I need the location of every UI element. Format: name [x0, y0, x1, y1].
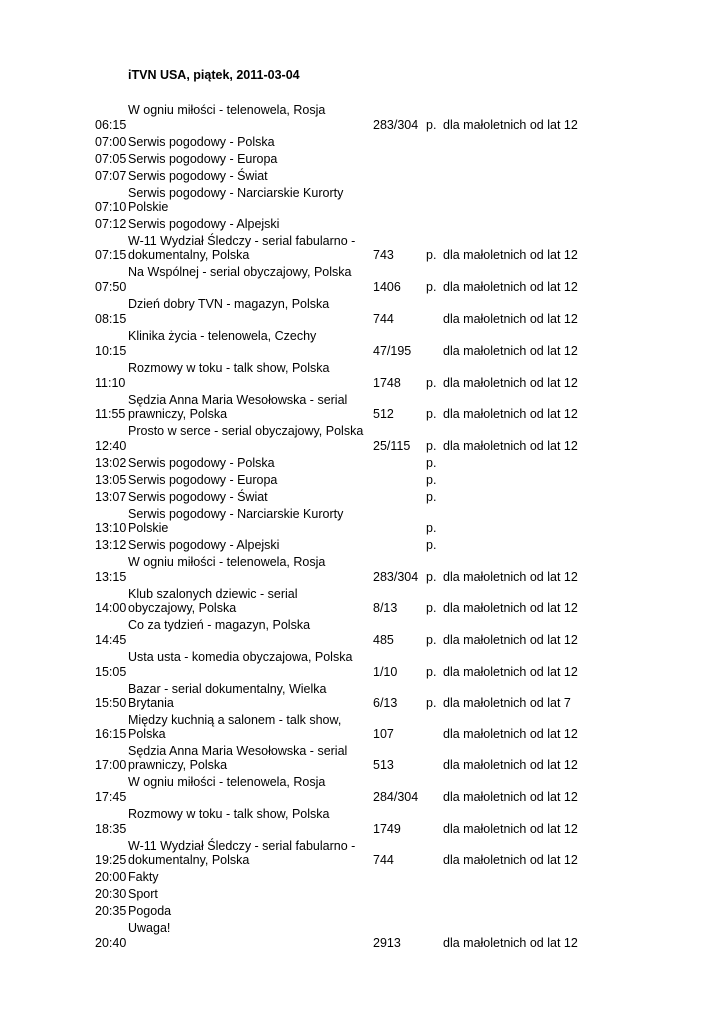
program-title: Serwis pogodowy - Narciarskie Kurorty Polskie	[128, 186, 344, 214]
schedule-row	[0, 506, 724, 537]
program-title: Bazar - serial dokumentalny, Wielka Brytania	[128, 682, 327, 710]
program-time: 06:15	[95, 118, 127, 132]
premiere-flag: p.	[426, 376, 437, 390]
schedule-row	[0, 134, 724, 151]
program-time: 13:12	[95, 538, 127, 552]
program-title: Usta usta - komedia obyczajowa, Polska	[128, 650, 353, 664]
program-title: Sport	[128, 887, 158, 901]
episode-number: 283/304	[373, 118, 419, 132]
age-rating: dla małoletnich od lat 12	[443, 344, 578, 358]
schedule-row	[0, 151, 724, 168]
episode-number: 743	[373, 248, 394, 262]
schedule-row	[0, 920, 724, 952]
age-rating: dla małoletnich od lat 12	[443, 758, 578, 772]
episode-number: 1/10	[373, 665, 398, 679]
program-time: 11:55	[95, 407, 126, 421]
age-rating: dla małoletnich od lat 12	[443, 633, 578, 647]
premiere-flag: p.	[426, 407, 437, 421]
program-title: Rozmowy w toku - talk show, Polska	[128, 361, 330, 375]
premiere-flag: p.	[426, 570, 437, 584]
episode-number: 2913	[373, 936, 401, 950]
program-title: Pogoda	[128, 904, 172, 918]
age-rating: dla małoletnich od lat 12	[443, 376, 578, 390]
premiere-flag: p.	[426, 118, 437, 132]
age-rating: dla małoletnich od lat 12	[443, 570, 578, 584]
premiere-flag: p.	[426, 456, 437, 470]
program-title: W-11 Wydział Śledczy - serial fabularno - dokumentalny, Polska	[128, 839, 356, 867]
schedule-row	[0, 838, 724, 869]
program-time: 08:15	[95, 312, 127, 326]
age-rating: dla małoletnich od lat 12	[443, 822, 578, 836]
program-time: 07:15	[95, 248, 127, 262]
program-time: 07:12	[95, 217, 127, 231]
program-title: Serwis pogodowy - Europa	[128, 473, 278, 487]
schedule-row	[0, 472, 724, 489]
program-title: Serwis pogodowy - Polska	[128, 135, 275, 149]
age-rating: dla małoletnich od lat 12	[443, 601, 578, 615]
program-time: 07:07	[95, 169, 127, 183]
program-time: 07:00	[95, 135, 127, 149]
schedule-row	[0, 554, 724, 586]
program-time: 13:02	[95, 456, 127, 470]
schedule-row	[0, 455, 724, 472]
program-title: Serwis pogodowy - Alpejski	[128, 538, 280, 552]
page-title: iTVN USA, piątek, 2011-03-04	[128, 68, 300, 82]
premiere-flag: p.	[426, 280, 437, 294]
program-time: 20:40	[95, 936, 127, 950]
program-title: Prosto w serce - serial obyczajowy, Polska	[128, 424, 364, 438]
schedule-row	[0, 743, 724, 774]
premiere-flag: p.	[426, 601, 437, 615]
schedule-row	[0, 168, 724, 185]
program-title: Serwis pogodowy - Świat	[128, 490, 268, 504]
age-rating: dla małoletnich od lat 12	[443, 853, 578, 867]
program-time: 16:15	[95, 727, 127, 741]
program-time: 07:10	[95, 200, 127, 214]
program-time: 18:35	[95, 822, 127, 836]
program-title: W-11 Wydział Śledczy - serial fabularno - dokumentalny, Polska	[128, 234, 356, 262]
schedule-row	[0, 869, 724, 886]
age-rating: dla małoletnich od lat 7	[443, 696, 571, 710]
schedule-row	[0, 328, 724, 360]
episode-number: 283/304	[373, 570, 419, 584]
program-time: 13:07	[95, 490, 127, 504]
premiere-flag: p.	[426, 696, 437, 710]
episode-number: 744	[373, 312, 394, 326]
program-time: 15:50	[95, 696, 127, 710]
schedule-row	[0, 423, 724, 455]
episode-number: 512	[373, 407, 394, 421]
age-rating: dla małoletnich od lat 12	[443, 439, 578, 453]
schedule-row	[0, 886, 724, 903]
program-title: Serwis pogodowy - Polska	[128, 456, 275, 470]
program-time: 10:15	[95, 344, 127, 358]
premiere-flag: p.	[426, 633, 437, 647]
age-rating: dla małoletnich od lat 12	[443, 407, 578, 421]
program-title: Rozmowy w toku - talk show, Polska	[128, 807, 330, 821]
program-title: Klub szalonych dziewic - serial obyczajowy, Polska	[128, 587, 298, 615]
schedule-row	[0, 392, 724, 423]
episode-number: 1748	[373, 376, 401, 390]
program-time: 14:45	[95, 633, 127, 647]
program-title: W ogniu miłości - telenowela, Rosja	[128, 103, 326, 117]
schedule-row	[0, 233, 724, 264]
episode-number: 284/304	[373, 790, 419, 804]
schedule-row	[0, 264, 724, 296]
program-title: W ogniu miłości - telenowela, Rosja	[128, 775, 326, 789]
schedule-row	[0, 537, 724, 554]
premiere-flag: p.	[426, 439, 437, 453]
age-rating: dla małoletnich od lat 12	[443, 280, 578, 294]
program-title: Między kuchnią a salonem - talk show, Polska	[128, 713, 342, 741]
schedule-row	[0, 360, 724, 392]
program-time: 07:05	[95, 152, 127, 166]
program-title: Uwaga!	[128, 921, 171, 935]
episode-number: 1406	[373, 280, 401, 294]
premiere-flag: p.	[426, 665, 437, 679]
schedule-row	[0, 617, 724, 649]
program-title: Dzień dobry TVN - magazyn, Polska	[128, 297, 330, 311]
schedule-row	[0, 903, 724, 920]
program-time: 20:35	[95, 904, 127, 918]
schedule-row	[0, 712, 724, 743]
program-time: 20:30	[95, 887, 127, 901]
program-time: 12:40	[95, 439, 127, 453]
program-time: 13:10	[95, 521, 127, 535]
episode-number: 25/115	[373, 439, 411, 453]
program-time: 15:05	[95, 665, 127, 679]
schedule-row	[0, 806, 724, 838]
program-time: 20:00	[95, 870, 127, 884]
schedule-row	[0, 774, 724, 806]
age-rating: dla małoletnich od lat 12	[443, 118, 578, 132]
episode-number: 744	[373, 853, 394, 867]
program-title: Serwis pogodowy - Świat	[128, 169, 268, 183]
age-rating: dla małoletnich od lat 12	[443, 248, 578, 262]
program-time: 13:15	[95, 570, 127, 584]
program-time: 07:50	[95, 280, 127, 294]
schedule-row	[0, 649, 724, 681]
program-title: Serwis pogodowy - Alpejski	[128, 217, 280, 231]
program-title: Fakty	[128, 870, 159, 884]
episode-number: 1749	[373, 822, 401, 836]
episode-number: 8/13	[373, 601, 398, 615]
schedule-row	[0, 489, 724, 506]
premiere-flag: p.	[426, 521, 437, 535]
program-time: 13:05	[95, 473, 127, 487]
premiere-flag: p.	[426, 538, 437, 552]
schedule-row	[0, 216, 724, 233]
program-title: W ogniu miłości - telenowela, Rosja	[128, 555, 326, 569]
premiere-flag: p.	[426, 248, 437, 262]
program-title: Sędzia Anna Maria Wesołowska - serial prawniczy, Polska	[128, 393, 348, 421]
schedule-row	[0, 681, 724, 712]
age-rating: dla małoletnich od lat 12	[443, 936, 578, 950]
age-rating: dla małoletnich od lat 12	[443, 312, 578, 326]
age-rating: dla małoletnich od lat 12	[443, 727, 578, 741]
schedule-row	[0, 185, 724, 216]
program-time: 11:10	[95, 376, 126, 390]
program-title: Klinika życia - telenowela, Czechy	[128, 329, 317, 343]
age-rating: dla małoletnich od lat 12	[443, 665, 578, 679]
program-time: 19:25	[95, 853, 127, 867]
episode-number: 513	[373, 758, 394, 772]
schedule-row	[0, 296, 724, 328]
episode-number: 47/195	[373, 344, 412, 358]
program-title: Co za tydzień - magazyn, Polska	[128, 618, 311, 632]
program-time: 17:45	[95, 790, 127, 804]
episode-number: 485	[373, 633, 394, 647]
premiere-flag: p.	[426, 490, 437, 504]
program-time: 14:00	[95, 601, 127, 615]
premiere-flag: p.	[426, 473, 437, 487]
program-title: Na Wspólnej - serial obyczajowy, Polska	[128, 265, 352, 279]
program-title: Serwis pogodowy - Narciarskie Kurorty Polskie	[128, 507, 344, 535]
age-rating: dla małoletnich od lat 12	[443, 790, 578, 804]
program-title: Serwis pogodowy - Europa	[128, 152, 278, 166]
program-time: 17:00	[95, 758, 127, 772]
episode-number: 107	[373, 727, 394, 741]
schedule-table	[0, 102, 724, 952]
schedule-row	[0, 586, 724, 617]
schedule-row	[0, 102, 724, 134]
episode-number: 6/13	[373, 696, 398, 710]
program-title: Sędzia Anna Maria Wesołowska - serial prawniczy, Polska	[128, 744, 348, 772]
